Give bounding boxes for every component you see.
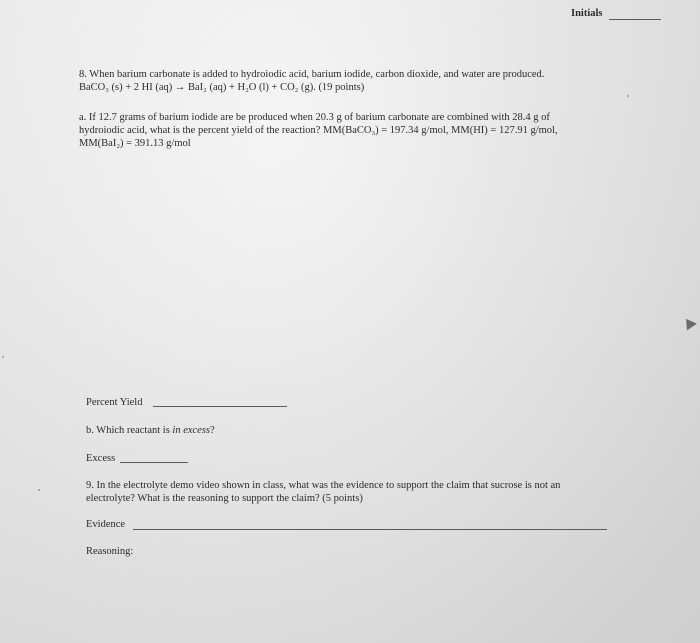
q8a-line-2: hydroiodic acid, what is the percent yield of the reaction? MM(BaCO₃) = 197.34 g/mol, MM(HI) = 127.91 g/mol, bbox=[79, 125, 558, 136]
excess-label: Excess bbox=[86, 453, 116, 464]
initials-label: Initials bbox=[571, 8, 603, 19]
q9-line-1: 9. In the electrolyte demo video shown in class, what was the evidence to support the claim that sucrose is not an bbox=[86, 480, 561, 491]
initials-line[interactable] bbox=[609, 19, 661, 20]
q8-prompt: 8. When barium carbonate is added to hydroiodic acid, barium iodide, carbon dioxide, and water are produced. bbox=[79, 69, 545, 80]
q9-line-2: electrolyte? What is the reasoning to support the claim? (5 points) bbox=[86, 493, 363, 504]
evidence-label: Evidence bbox=[86, 519, 126, 530]
evidence-answer-line[interactable] bbox=[133, 529, 607, 530]
q8b-text: b. Which reactant is bbox=[86, 425, 173, 436]
q8a-line-3: MM(BaI₂) = 391.13 g/mol bbox=[79, 138, 191, 149]
paper-speck bbox=[38, 489, 40, 491]
q8a-line-1: a. If 12.7 grams of barium iodide are be produced when 20.3 g of barium carbonate are combined with 28.4 g of bbox=[79, 112, 550, 123]
q8b-italic: in excess bbox=[172, 425, 211, 436]
q8b-prompt bbox=[86, 425, 215, 438]
percent-yield-label: Percent Yield bbox=[86, 397, 143, 408]
percent-yield-answer-line[interactable] bbox=[153, 406, 287, 407]
excess-answer-line[interactable] bbox=[120, 462, 188, 463]
mouse-cursor-icon bbox=[681, 315, 697, 330]
reasoning-label: Reasoning: bbox=[86, 546, 134, 557]
paper-speck bbox=[2, 356, 4, 358]
q8b-suffix: ? bbox=[210, 425, 215, 436]
paper-speck bbox=[627, 95, 629, 97]
q8-equation: BaCO₃ (s) + 2 HI (aq) → BaI₂ (aq) + H₂O (l) + CO₂ (g). (19 points) bbox=[79, 82, 365, 93]
